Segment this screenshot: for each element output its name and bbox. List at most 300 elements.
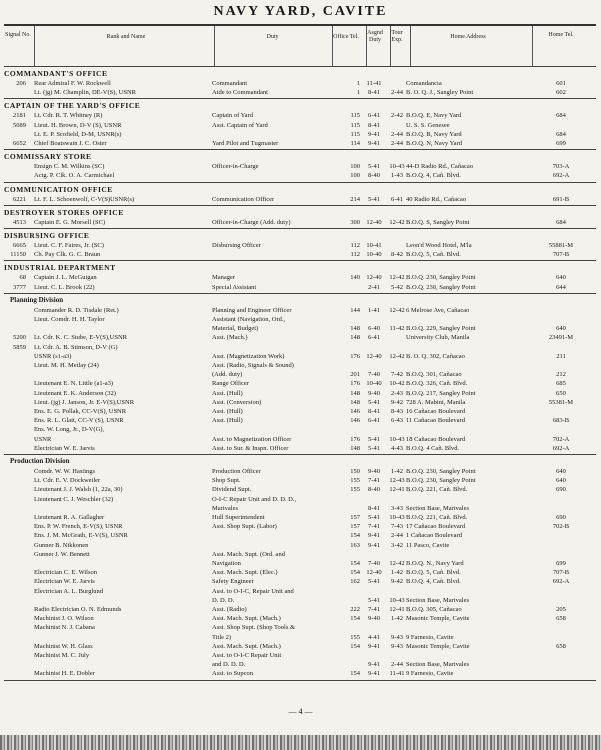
home-tel: 699 [556,140,566,147]
duty: Aide to Commandant [212,89,268,97]
duty: Manager [212,274,236,282]
table-row [0,614,592,623]
tour-expiry: 2-44 [391,661,403,669]
section-heading: INDUSTRIAL DEPARTMENT [4,263,116,273]
home-tel: 691-B [552,195,570,203]
tour-expiry: 7-43 [391,523,403,531]
home-tel: 703-A [552,163,570,171]
divider [34,26,35,66]
assigned-date: 5-41 [368,163,380,171]
assigned-date: 9-40 [368,615,380,623]
rank-name: Rear Admiral F. W. Rockwell [34,80,111,87]
table-row [0,361,592,370]
home-address: B.O.Q. 230, Sangley Point [406,477,476,485]
duty: (Add. duty) [212,371,243,379]
duty: Asst. Mach. Supt. (Mach.) [212,642,281,650]
divider [532,26,533,66]
table-row [0,352,592,361]
tour-expiry: 11-42 [389,325,405,333]
office-tel: 150 [350,468,360,475]
tour-expiry: 6-41 [391,195,403,203]
duty: Hull Superintendent [212,514,265,521]
duty: Asst. Shop Supt. (Labor) [212,523,277,531]
office-tel: 146 [350,408,360,415]
office-tel: 115 [350,112,360,120]
home-tel: 684 [556,112,566,120]
home-address: Section Base, Marivales [406,596,469,604]
tour-expiry: 8-43 [391,408,403,415]
table-row [0,379,592,388]
rank-name: Lt. Cdr. K. C. Stube, E-V(S),USNR [34,334,127,342]
assigned-date: 8-40 [368,486,380,494]
tour-expiry: 5-42 [391,283,403,291]
assigned-date: 9-40 [368,389,380,397]
divider [390,26,391,66]
signal-no: 68 [19,274,26,282]
rank-name: Machinist H. E. Dobler [34,670,95,678]
tour-expiry: 1-42 [391,569,403,577]
table-row [0,577,592,586]
rank-name: Ens. P. W. French, E-V(S), USNR [34,523,123,531]
signal-no: 2181 [13,112,26,120]
home-address: B.O.Q. 230, Sangley Point [406,468,476,475]
office-tel: 146 [350,417,360,425]
home-address: B.O.Q. 301, Cañacao [406,371,462,379]
assigned-date: 8-41 [368,408,380,415]
duty: Officer-in-Charge [212,163,259,171]
duty: Asst. (Conversion) [212,398,262,406]
rank-name: Electrician W. E. Jarvis [34,578,95,586]
office-tel: 140 [350,274,360,282]
rank-name: Gunner J. W. Bennett [34,550,90,558]
office-tel: 112 [350,251,360,259]
signal-no: 5089 [13,121,26,129]
assigned-date: 8-40 [368,172,380,180]
rank-name: Lieut. H. Brown, D-V (S), USNR [34,121,122,129]
home-address: B.O.Q. 217, Sangley Point [406,389,476,397]
office-tel: 176 [350,380,360,388]
home-address: Section Base, Marivales [406,504,469,512]
home-address: B.O.Q. 4, Cañ. Blvd. [406,578,461,586]
duty: Asst. Captain of Yard [212,121,268,129]
rank-name: Machinist J. O. Wilson [34,615,94,623]
home-tel: 55881-M [548,242,574,249]
page-title: NAVY YARD, CAVITE [213,4,388,19]
duty: Asst. Mach. Supt. (Elec.) [212,569,278,577]
home-address: 11 Pasco, Cavite [406,541,450,549]
home-address: B.O.Q. N, Navy Yard [406,140,462,147]
signal-no: 5200 [13,334,26,342]
assigned-date: 10-40 [366,251,382,259]
tour-expiry: 12-42 [389,218,405,226]
home-tel: 650 [556,389,566,397]
home-tel: 212 [556,371,566,379]
duty: Shop Supt. [212,477,241,485]
tour-expiry: 2-43 [391,389,403,397]
tour-expiry: 10-43 [389,514,405,521]
rank-name: Electrician W. E. Jarvis [34,444,95,452]
duty: Officer-in-Charge (Add. duty) [212,218,291,226]
home-tel: 205 [556,606,566,613]
rank-name: Lieutenant E. K. Anderson (32) [34,389,116,397]
table-row [0,476,592,485]
assigned-date: 5-41 [368,398,380,406]
rank-name: USNR [34,435,52,443]
table-row [0,162,592,171]
table-row [0,425,592,434]
table-row [0,130,592,139]
assigned-date: 9-41 [368,670,380,678]
table-row [0,633,592,642]
table-row [0,121,592,130]
duty: Asst. to Sur. & Inspn. Officer [212,444,289,452]
duty: Disbursing Officer [212,242,261,249]
tour-expiry: 12-43 [389,477,405,485]
duty: Asst. Mach. Supt. (Ord. and [212,550,285,558]
home-address: B.O.Q. 4 Cañ. Blvd. [406,444,460,452]
section-rule [4,182,596,183]
office-tel: 154 [350,670,360,678]
assigned-date: 10-40 [366,380,382,388]
table-row [0,171,592,180]
tour-expiry: 12-42 [389,560,405,567]
assigned-date: 7-40 [368,371,380,379]
tour-expiry: 10-43 [389,596,405,604]
home-address: 1 Cañacao Boulevard [406,532,462,540]
assigned-date: 12-40 [366,274,382,282]
rank-name: Lieutenant J. J. Walsh (1, 22a, 30) [34,486,123,494]
office-tel: 112 [350,242,360,249]
home-tel: 692-A [552,578,570,586]
section-rule [4,680,596,681]
home-address: B.O.Q. 5, Cañ. Blvd. [406,251,461,259]
tour-expiry: 11-41 [389,670,405,678]
home-address: B.O.Q. 230, Sangley Point [406,283,476,291]
duty: Asst. (Hull) [212,417,243,425]
home-tel: 211 [556,352,566,360]
rank-name: Commander R. D. Tisdale (Ret.) [34,306,119,314]
assigned-date: 4-41 [368,633,380,641]
rank-name: Ens. J. M. McGrath, E-V(S), USNR [34,532,128,540]
rank-name: Lt. Cdr. A. B. Stimson, D-V (G) [34,343,118,351]
rank-name: Ch. Pay Clk. G. C. Braun [34,251,101,259]
assigned-date: 9-41 [368,661,380,669]
table-row [0,651,592,660]
table-row [0,605,592,614]
assigned-date: 5-41 [368,514,380,521]
office-tel: 154 [350,569,360,577]
home-address: Section Base, Marivales [406,661,469,669]
home-address: 728 A. Mabini, Manila [406,398,466,406]
rank-name: Comdr. W. W. Hastings [34,468,96,475]
table-row [0,550,592,559]
table-row [0,398,592,407]
assigned-date: 5-41 [368,195,380,203]
office-tel: 162 [350,578,360,586]
assigned-date: 11-41 [366,80,382,87]
duty: Captain of Yard [212,112,253,120]
home-address: U. S. S. Genesee [406,121,450,129]
home-tel: 658 [556,642,566,650]
home-address: 40 Radio Rd., Cañacao [406,195,467,203]
divider [214,26,215,66]
office-tel: 148 [350,398,360,406]
tour-expiry: 3-43 [391,504,403,512]
duty: Communication Officer [212,195,275,203]
assigned-date: 9-41 [368,532,380,540]
table-row [0,389,592,398]
assigned-date: 1-41 [368,306,380,314]
duty: D. D. D. [212,596,235,604]
divider [366,26,367,66]
home-address: Masonic Temple, Cavite [406,642,470,650]
tour-expiry: 12-42 [389,306,405,314]
rank-name: USNR (s1-a3) [34,352,72,360]
rank-name: Lieut. Comdr. H. H. Taylor [34,316,105,323]
assigned-date: 5-41 [368,444,380,452]
home-address: 18 Cañacao Boulevard [406,435,466,443]
table-row [0,111,592,120]
table-row [0,435,592,444]
rank-name: Lieut. (jg) J. Janson, Jr. E-V(S),USNR [34,398,135,406]
rank-name: Lt. E. P. Scofield, D-M, USNR(s) [34,130,122,138]
office-tel: 222 [350,606,360,613]
office-tel: 1 [356,80,360,87]
tour-expiry: 8-42 [391,251,403,259]
table-row [0,416,592,425]
rank-name: Lt. Cdr. E. V. Dockweiler [34,477,101,485]
office-tel: 201 [350,371,360,379]
signal-no: 4513 [13,218,26,226]
office-tel: 163 [350,541,360,549]
table-row [0,559,592,568]
duty: O-I-C Repair Unit and D. D. D., [212,495,297,503]
rank-name: Captain E. G. Morsell (SC) [34,218,106,226]
table-row [0,218,592,227]
tour-expiry: 12-41 [389,486,405,494]
tour-expiry: 2-44 [391,140,403,147]
page-number: — 4 — [288,707,313,716]
home-address: B. O. Q. 302, Cañacao [406,352,465,360]
rank-name: Lieut. C. F. Faires, Jr. (SC) [34,242,104,249]
office-tel: 148 [350,389,360,397]
table-row [0,88,592,97]
duty: Safety Engineer [212,578,254,586]
office-tel: 176 [350,352,360,360]
signal-no: 11150 [10,251,26,259]
duty: Planning and Engineer Officer [212,306,292,314]
office-tel: 300 [350,218,360,226]
office-tel: 100 [350,172,360,180]
duty: Production Officer [212,468,261,475]
table-row [0,485,592,494]
rank-name: Radio Electrician O. N. Edmunds [34,606,122,613]
home-address: B.O.Q. 5, Cañ. Blvd. [406,569,461,577]
duty: Dividend Supt. [212,486,252,494]
home-tel: 640 [556,274,566,282]
assigned-date: 5-41 [368,578,380,586]
col-assigned: Asgnd Duty [367,30,383,43]
table-row [0,660,592,669]
home-tel: 684 [556,130,566,138]
office-tel: 100 [350,163,360,171]
section-heading: DISBURSING OFFICE [4,231,90,240]
col-rank: Rank and Name [106,34,146,40]
table-row [0,79,592,88]
table-row [0,195,592,204]
assigned-date: 2-41 [368,283,380,291]
rank-name: Ens. R. L. Glatt, CC-V (S), USNR [34,417,124,425]
home-tel: 702-A [552,435,570,443]
tour-expiry: 1-43 [391,172,403,180]
col-tour: Tour Exp. [391,30,403,43]
duty: Asst. (Hull) [212,408,243,415]
office-tel: 155 [350,486,360,494]
home-address: B.O.Q. 305, Cañacao [406,606,462,613]
home-address: B.O.Q. 230, Sangley Point [406,274,476,282]
assigned-date: 8-41 [368,121,380,129]
office-tel: 144 [350,306,360,314]
signal-no: 6665 [13,242,26,249]
assigned-date: 12-40 [366,218,382,226]
assigned-date: 8-41 [368,504,380,512]
office-tel: 148 [350,444,360,452]
home-address: Leon'd Wood Hotel, M'la [406,242,472,249]
table-row [0,467,592,476]
tour-expiry: 9-42 [391,398,403,406]
assigned-date: 8-41 [368,89,380,97]
duty: Asst. (Radio) [212,606,247,613]
duty: Asst. Mach. Supt. (Mach.) [212,615,281,623]
table-row [0,568,592,577]
tour-expiry: 9-43 [391,633,403,641]
home-tel: 602 [556,89,566,97]
col-home-address: Home Address [450,34,486,40]
assigned-date: 7-41 [368,477,380,485]
signal-no: 206 [16,80,26,87]
assigned-date: 5-41 [368,596,380,604]
header-top-rule [4,24,596,26]
home-address: 44-D Radio Rd., Cañacao [406,163,473,171]
home-tel: 690 [556,514,566,521]
table-row [0,504,592,513]
rank-name: Ensign C. M. Wilkins (SC) [34,163,105,171]
office-tel: 155 [350,633,360,641]
tour-expiry: 12-42 [389,274,405,282]
duty: Asst. (Radio, Signals & Sound) [212,362,294,369]
table-row [0,522,592,531]
home-address: B.O.Q. 326, Cañ. Blvd. [406,380,468,388]
rank-name: Chief Boatswain J. C. Oster [34,140,107,147]
assigned-date: 9-40 [368,468,380,475]
home-address: B.O.Q. 4, Cañ. Blvd. [406,172,461,180]
section-heading: COMMANDANT'S OFFICE [4,69,108,78]
tour-expiry: 12-42 [389,352,405,360]
table-row [0,343,592,352]
tour-expiry: 1-42 [391,615,403,623]
home-tel: 685 [556,380,566,388]
office-tel: 154 [350,560,360,567]
home-address: B. O. Q. J., Sangley Point [406,89,474,97]
section-rule [4,98,596,99]
rank-name: Electrician A. L. Burglund [34,587,104,595]
duty: Commandant [212,80,248,87]
home-address: University Club, Manila [406,334,470,342]
office-tel: 148 [350,334,360,342]
duty: Asst. to O-I-C Repair Unit [212,652,282,659]
rank-name: Lieutenant R. A. Gallagher [34,514,105,521]
home-tel: 55381-M [548,398,574,406]
duty: Material, Budget) [212,325,259,333]
table-row [0,306,592,315]
table-row [0,623,592,632]
office-tel: 154 [350,642,360,650]
table-row [0,370,592,379]
home-address: 17 Cañacao Boulevard [406,523,466,531]
table-row [0,273,592,282]
assigned-date: 6-41 [368,112,380,120]
rank-name: Ens. W. Long, Jr., D-V(G), [34,426,105,434]
section-heading: Production Division [10,457,70,465]
divider [332,26,333,66]
rank-name: Lieut. C. L. Brook (22) [34,283,95,291]
table-row [0,324,592,333]
tour-expiry: 4-43 [391,444,403,452]
office-tel: 157 [350,514,360,521]
home-tel: 644 [556,283,566,291]
duty: Range Officer [212,380,249,388]
table-row [0,531,592,540]
home-address: B.O.Q. N., Navy Yard [406,560,464,567]
home-tel: 699 [556,560,566,567]
duty: Asst. (Mach.) [212,334,248,342]
assigned-date: 10-41 [366,242,382,249]
tour-expiry: 9-43 [391,642,403,650]
office-tel: 115 [350,130,360,138]
section-heading: COMMISSARY STORE [4,152,92,162]
col-duty: Duty [266,34,279,40]
section-heading: Planning Division [10,295,64,304]
tour-expiry: 2-44 [391,532,403,540]
assigned-date: 12-40 [366,569,382,577]
table-row [0,333,592,342]
home-address: Comandancia [406,80,442,87]
home-tel: 683-B [552,417,570,425]
section-rule [4,205,596,206]
home-tel: 601 [556,80,566,87]
assigned-date: 6-41 [368,334,380,342]
divider [410,26,411,66]
rank-name: Machinist M. C. July [34,652,90,659]
home-address: B.O.Q. 229, Sangley Point [406,325,476,333]
duty: Asst. Shop Supt. (Shop Tools & [212,624,296,632]
home-tel: 640 [556,468,566,475]
tour-expiry: 10-43 [389,163,405,171]
home-tel: 702-B [552,523,570,531]
rank-name: Lt. Cdr. R. T. Whitney (R) [34,112,103,120]
tour-expiry: 1-42 [391,468,403,475]
assigned-date: 6-41 [368,417,380,425]
rank-name: Captain J. L. McGuigan [34,274,97,282]
rank-name: Lieut. M. H. Metlay (24) [34,362,99,369]
section-heading: CAPTAIN OF THE YARD'S OFFICE [4,101,141,111]
duty: Asst. (Magnetization Work) [212,352,285,360]
duty: Special Assistant [212,283,257,291]
office-tel: 115 [350,121,360,129]
table-row [0,139,592,148]
home-address: B.O.Q. 221, Cañ. Blvd. [406,514,468,521]
home-address: 11 Cañacao Boulevard [406,417,465,425]
